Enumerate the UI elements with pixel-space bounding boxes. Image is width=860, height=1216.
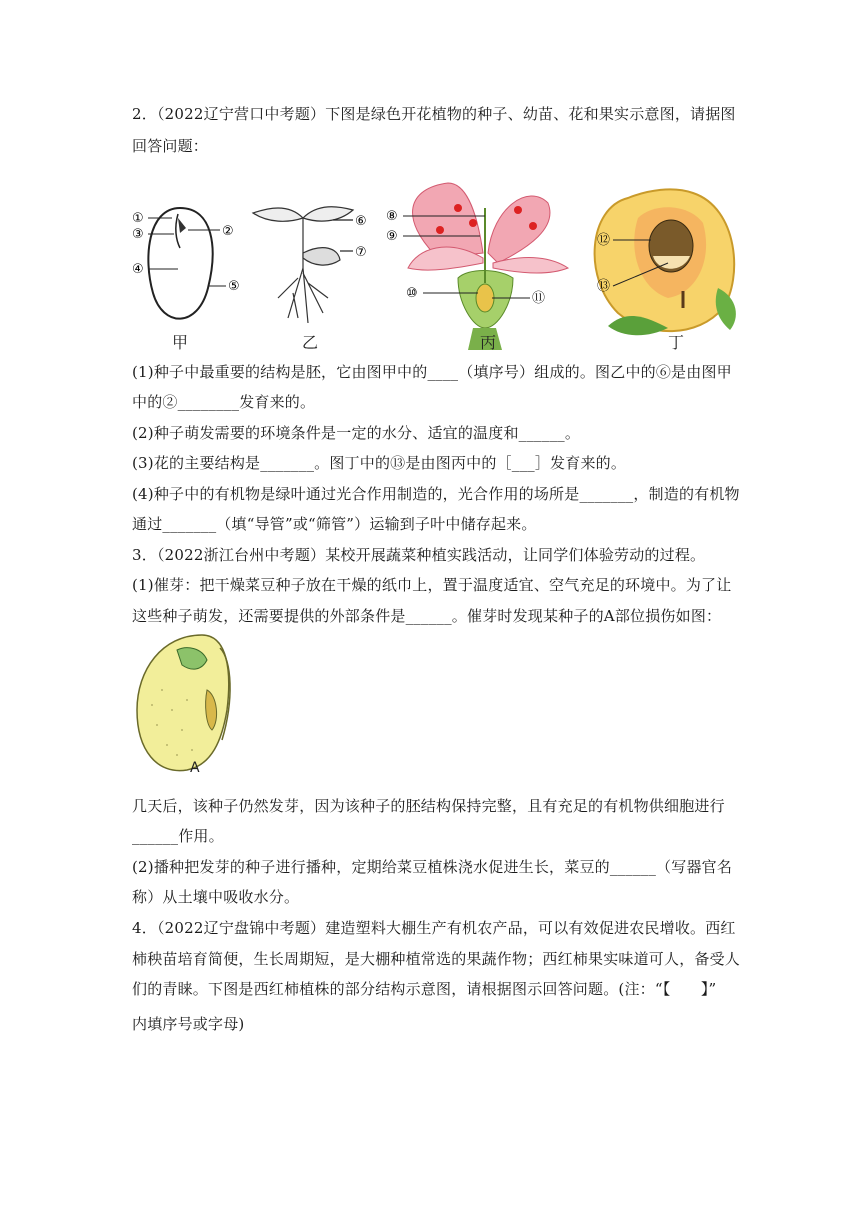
q2-heading: 2．（2022辽宁营口中考题）下图是绿色开花植物的种子、幼苗、花和果实示意图，请据图 <box>132 105 736 123</box>
q2-heading-cont: 回答问题： <box>132 137 209 155</box>
bean-fig-label-a: A <box>190 760 200 776</box>
q2-part1-b: 中的②________发育来的。 <box>132 393 316 411</box>
q3-heading: 3．（2022浙江台州中考题）某校开展蔬菜种植实践活动，让同学们体验劳动的过程。 <box>132 546 706 564</box>
q4-text-3: 们的青睐。下图是西红柿植株的部分结构示意图，请根据图示回答问题。(注：“【 】” <box>132 980 717 998</box>
seed-diagram <box>148 208 226 319</box>
seedling-diagram <box>253 207 353 323</box>
label-7: ⑦ <box>355 245 367 260</box>
q3-part1-b: 这些种子萌发，还需要提供的外部条件是______。催芽时发现某种子的A部位损伤如图： <box>132 607 722 625</box>
q4-text-2: 柿秧苗培育简便，生长周期短，是大棚种植常选的果蔬作物；西红柿果实味道可人，备受人 <box>132 950 741 968</box>
q3-part1-c: 几天后，该种子仍然发芽，因为该种子的胚结构保持完整，且有充足的有机物供细胞进行 <box>132 797 725 815</box>
label-10: ⑩ <box>406 286 418 301</box>
fruit-diagram <box>595 189 736 335</box>
q2-part1-a: (1)种子中最重要的结构是胚，它由图甲中的____（填序号）组成的。图乙中的⑥是由图甲 <box>132 363 732 381</box>
q4-heading: 4．（2022辽宁盘锦中考题）建造塑料大棚生产有机农产品，可以有效促进农民增收。西红 <box>132 919 736 937</box>
label-5: ⑤ <box>228 279 240 294</box>
figure-label-ding: 丁 <box>668 333 685 352</box>
q2-figure <box>128 178 748 353</box>
q4-text-4: 内填序号或字母) <box>132 1015 245 1033</box>
label-9: ⑨ <box>386 229 398 244</box>
label-1: ① <box>132 211 144 226</box>
figure-label-yi: 乙 <box>302 333 319 352</box>
label-12: ⑫ <box>597 233 611 248</box>
q3-part1-d: ______作用。 <box>132 827 224 845</box>
q2-part4-b: 通过_______（填“导管”或“筛管”）运输到子叶中储存起来。 <box>132 515 537 533</box>
label-13: ⑬ <box>597 279 611 294</box>
flower-diagram <box>403 183 568 350</box>
label-8: ⑧ <box>386 209 398 224</box>
label-2: ② <box>222 224 234 239</box>
q2-part2: (2)种子萌发需要的环境条件是一定的水分、适宜的温度和______。 <box>132 424 581 442</box>
q2-part4-a: (4)种子中的有机物是绿叶通过光合作用制造的，光合作用的场所是_______，制造的有机物 <box>132 485 740 503</box>
bean-seed-figure <box>132 630 252 780</box>
label-4: ④ <box>132 262 144 277</box>
label-11: ⑪ <box>532 291 546 306</box>
q2-part3: (3)花的主要结构是_______。图丁中的⑬是由图丙中的［___］发育来的。 <box>132 454 627 472</box>
q3-part2-b: 称）从土壤中吸收水分。 <box>132 888 300 906</box>
figure-label-bing: 丙 <box>480 333 497 352</box>
q3-part1-a: (1)催芽：把干燥菜豆种子放在干燥的纸巾上，置于温度适宜、空气充足的环境中。为了让 <box>132 576 732 594</box>
label-3: ③ <box>132 227 144 242</box>
figure-label-jia: 甲 <box>172 333 189 352</box>
q3-part2-a: (2)播种把发芽的种子进行播种，定期给菜豆植株浇水促进生长，菜豆的______（写器官名 <box>132 858 733 876</box>
label-6: ⑥ <box>355 214 367 229</box>
